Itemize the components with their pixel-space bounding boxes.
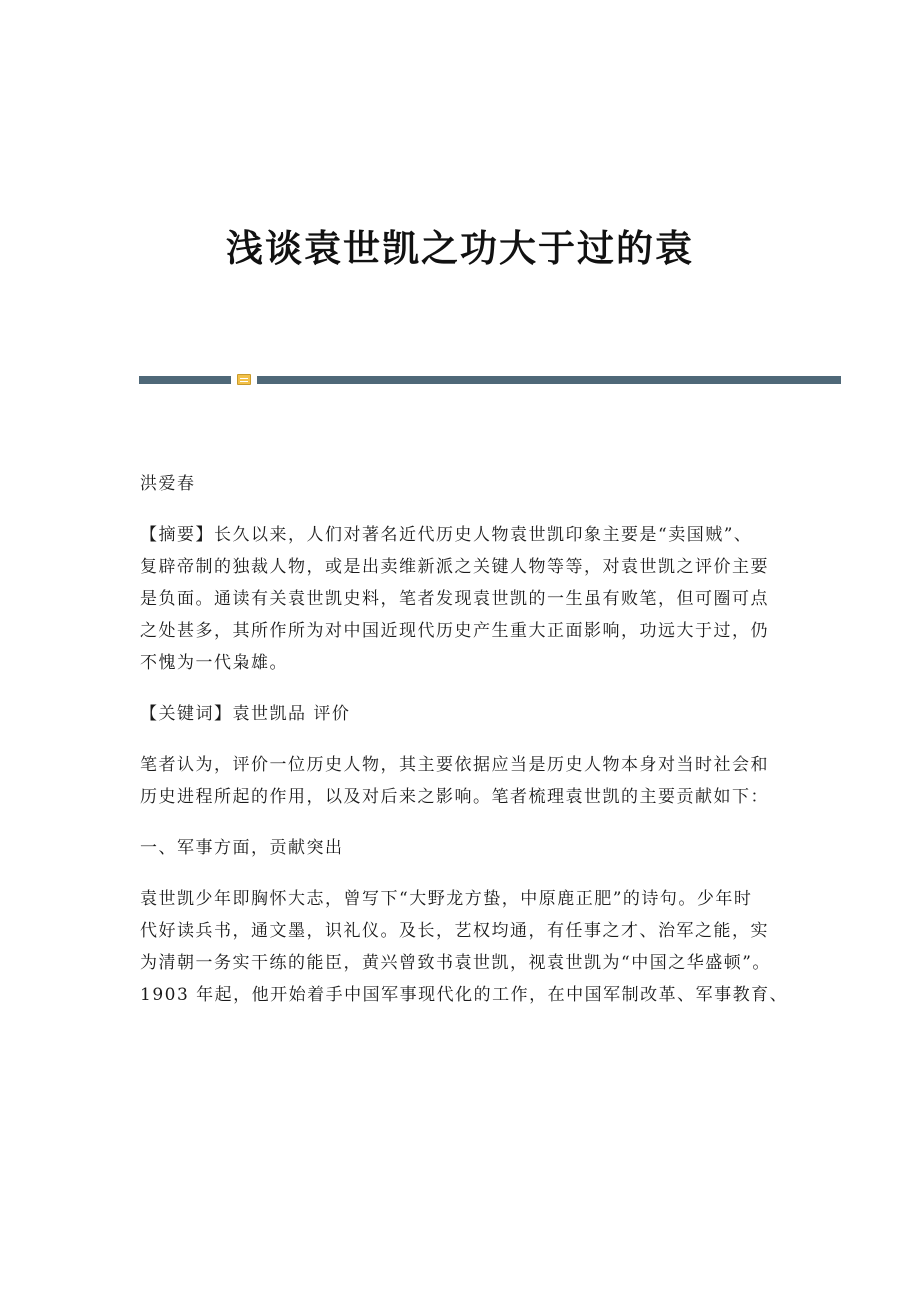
intro-line: 笔者认为，评价一位历史人物，其主要依据应当是历史人物本身对当时社会和 bbox=[140, 755, 769, 775]
section-line: 袁世凯少年即胸怀大志，曾写下“大野龙方蛰，中原鹿正肥”的诗句。少年时 bbox=[140, 889, 753, 909]
section-paragraph bbox=[140, 883, 790, 1011]
divider-left-segment bbox=[139, 376, 231, 384]
intro-line: 历史进程所起的作用，以及对后来之影响。笔者梳理袁世凯的主要贡献如下： bbox=[140, 787, 769, 807]
section-line: 为清朝一务实干练的能臣，黄兴曾致书袁世凯，视袁世凯为“中国之华盛顿”。 bbox=[140, 953, 771, 973]
title-divider bbox=[139, 373, 841, 387]
abstract-line: 是负面。通读有关袁世凯史料，笔者发现袁世凯的一生虽有败笔，但可圈可点 bbox=[140, 589, 769, 609]
document-badge-icon bbox=[237, 374, 251, 385]
abstract-line: 不愧为一代枭雄。 bbox=[140, 653, 288, 673]
section-line: 代好读兵书，通文墨，识礼仪。及长，艺权均通，有任事之才、治军之能，实 bbox=[140, 921, 769, 941]
abstract-line: 之处甚多，其所作所为对中国近现代历史产生重大正面影响，功远大于过，仍 bbox=[140, 621, 769, 641]
section-heading: 一、军事方面，贡献突出 bbox=[140, 838, 344, 858]
author-name: 洪爱春 bbox=[140, 474, 196, 494]
document-title: 浅谈袁世凯之功大于过的袁 bbox=[226, 226, 694, 270]
document-body bbox=[140, 468, 790, 1011]
intro-paragraph bbox=[140, 749, 790, 813]
keywords-line: 【关键词】袁世凯品 评价 bbox=[140, 704, 351, 724]
abstract-line: 复辟帝制的独裁人物，或是出卖维新派之关键人物等等，对袁世凯之评价主要 bbox=[140, 557, 769, 577]
divider-right-segment bbox=[257, 376, 841, 384]
section-line: 1903 年起，他开始着手中国军事现代化的工作，在中国军制改革、军事教育、 bbox=[140, 985, 789, 1005]
abstract-paragraph bbox=[140, 519, 790, 679]
abstract-line: 【摘要】长久以来，人们对著名近代历史人物袁世凯印象主要是“卖国贼”、 bbox=[140, 525, 753, 545]
